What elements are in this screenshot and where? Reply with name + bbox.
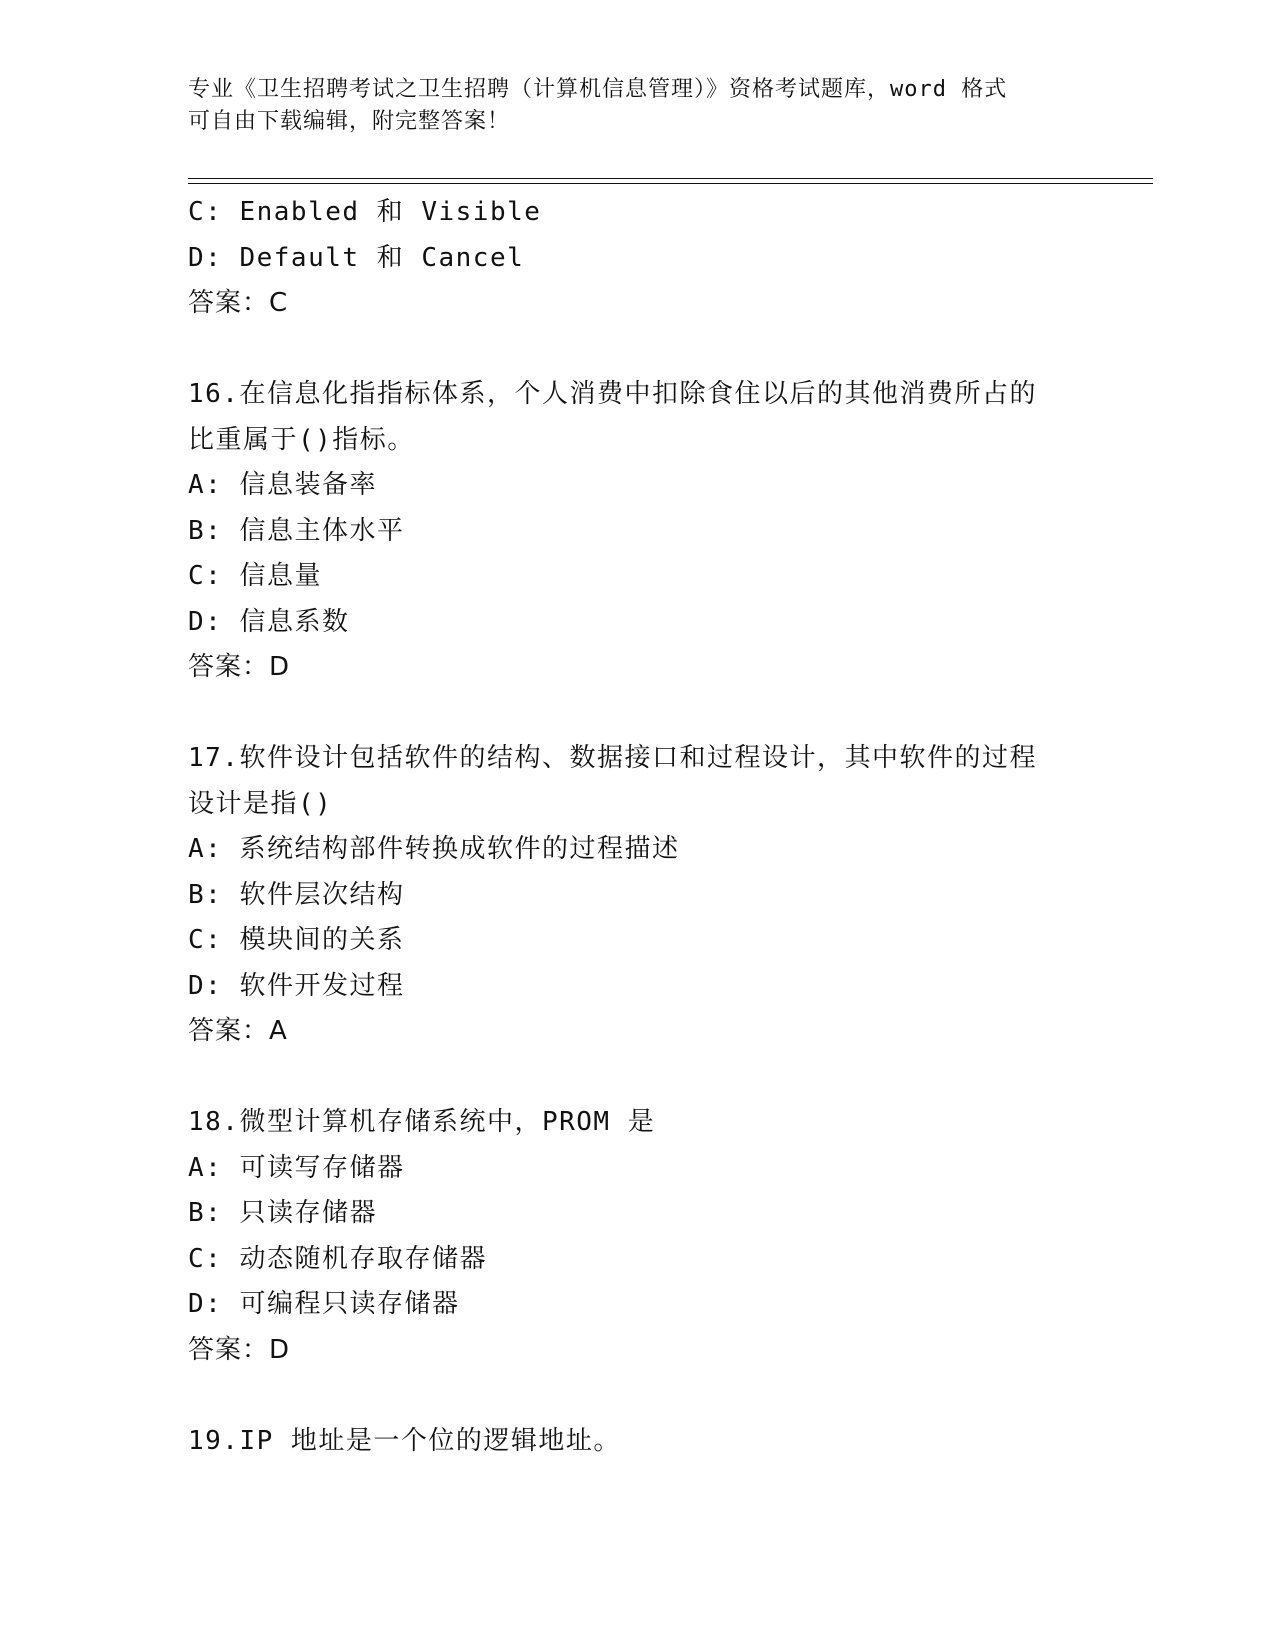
question-stem: 19.IP 地址是一个位的逻辑地址。 bbox=[188, 1425, 621, 1456]
option-d: D: Default 和 Cancel bbox=[188, 242, 525, 273]
question-stem: 18.微型计算机存储系统中，PROM 是 bbox=[188, 1107, 656, 1137]
header-divider-bottom bbox=[188, 183, 1153, 184]
answer-line: 答案：D bbox=[188, 652, 291, 682]
question-stem-continued: 比重属于()指标。 bbox=[188, 424, 415, 455]
question-stem: 17.软件设计包括软件的结构、数据接口和过程设计，其中软件的过程 bbox=[188, 743, 1037, 773]
option-b: B: 信息主体水平 bbox=[188, 515, 405, 546]
header-line-2: 可自由下载编辑，附完整答案！ bbox=[188, 109, 511, 134]
question-16 bbox=[188, 372, 1128, 691]
option-d: D: 可编程只读存储器 bbox=[188, 1289, 460, 1319]
answer-line: 答案：C bbox=[188, 288, 289, 318]
document-header bbox=[188, 74, 1088, 138]
option-d: D: 软件开发过程 bbox=[188, 970, 405, 1001]
previous-question-tail bbox=[188, 190, 1128, 327]
option-c: C: 信息量 bbox=[188, 561, 322, 591]
spacer bbox=[188, 327, 1128, 373]
spacer bbox=[188, 691, 1128, 737]
question-stem-continued: 设计是指() bbox=[188, 788, 333, 819]
question-18 bbox=[188, 1100, 1128, 1373]
answer-line: 答案：D bbox=[188, 1334, 291, 1365]
option-a: A: 信息装备率 bbox=[188, 470, 377, 500]
option-a: A: 可读写存储器 bbox=[188, 1152, 405, 1183]
question-stem: 16.在信息化指指标体系，个人消费中扣除食住以后的其他消费所占的 bbox=[188, 379, 1037, 409]
header-line-1: 专业《卫生招聘考试之卫生招聘（计算机信息管理）》资格考试题库，word 格式 bbox=[188, 77, 1008, 102]
option-c: C: 模块间的关系 bbox=[188, 925, 405, 955]
option-b: B: 只读存储器 bbox=[188, 1198, 377, 1228]
header-divider-top bbox=[188, 178, 1153, 179]
option-d: D: 信息系数 bbox=[188, 606, 350, 637]
answer-line: 答案：A bbox=[188, 1016, 288, 1046]
spacer bbox=[188, 1373, 1128, 1419]
question-list bbox=[188, 190, 1128, 1464]
spacer bbox=[188, 1055, 1128, 1101]
option-a: A: 系统结构部件转换成软件的过程描述 bbox=[188, 834, 680, 864]
option-c: C: 动态随机存取存储器 bbox=[188, 1243, 487, 1274]
question-19 bbox=[188, 1419, 1128, 1465]
option-b: B: 软件层次结构 bbox=[188, 879, 405, 910]
question-17 bbox=[188, 736, 1128, 1055]
option-c: C: Enabled 和 Visible bbox=[188, 197, 542, 227]
